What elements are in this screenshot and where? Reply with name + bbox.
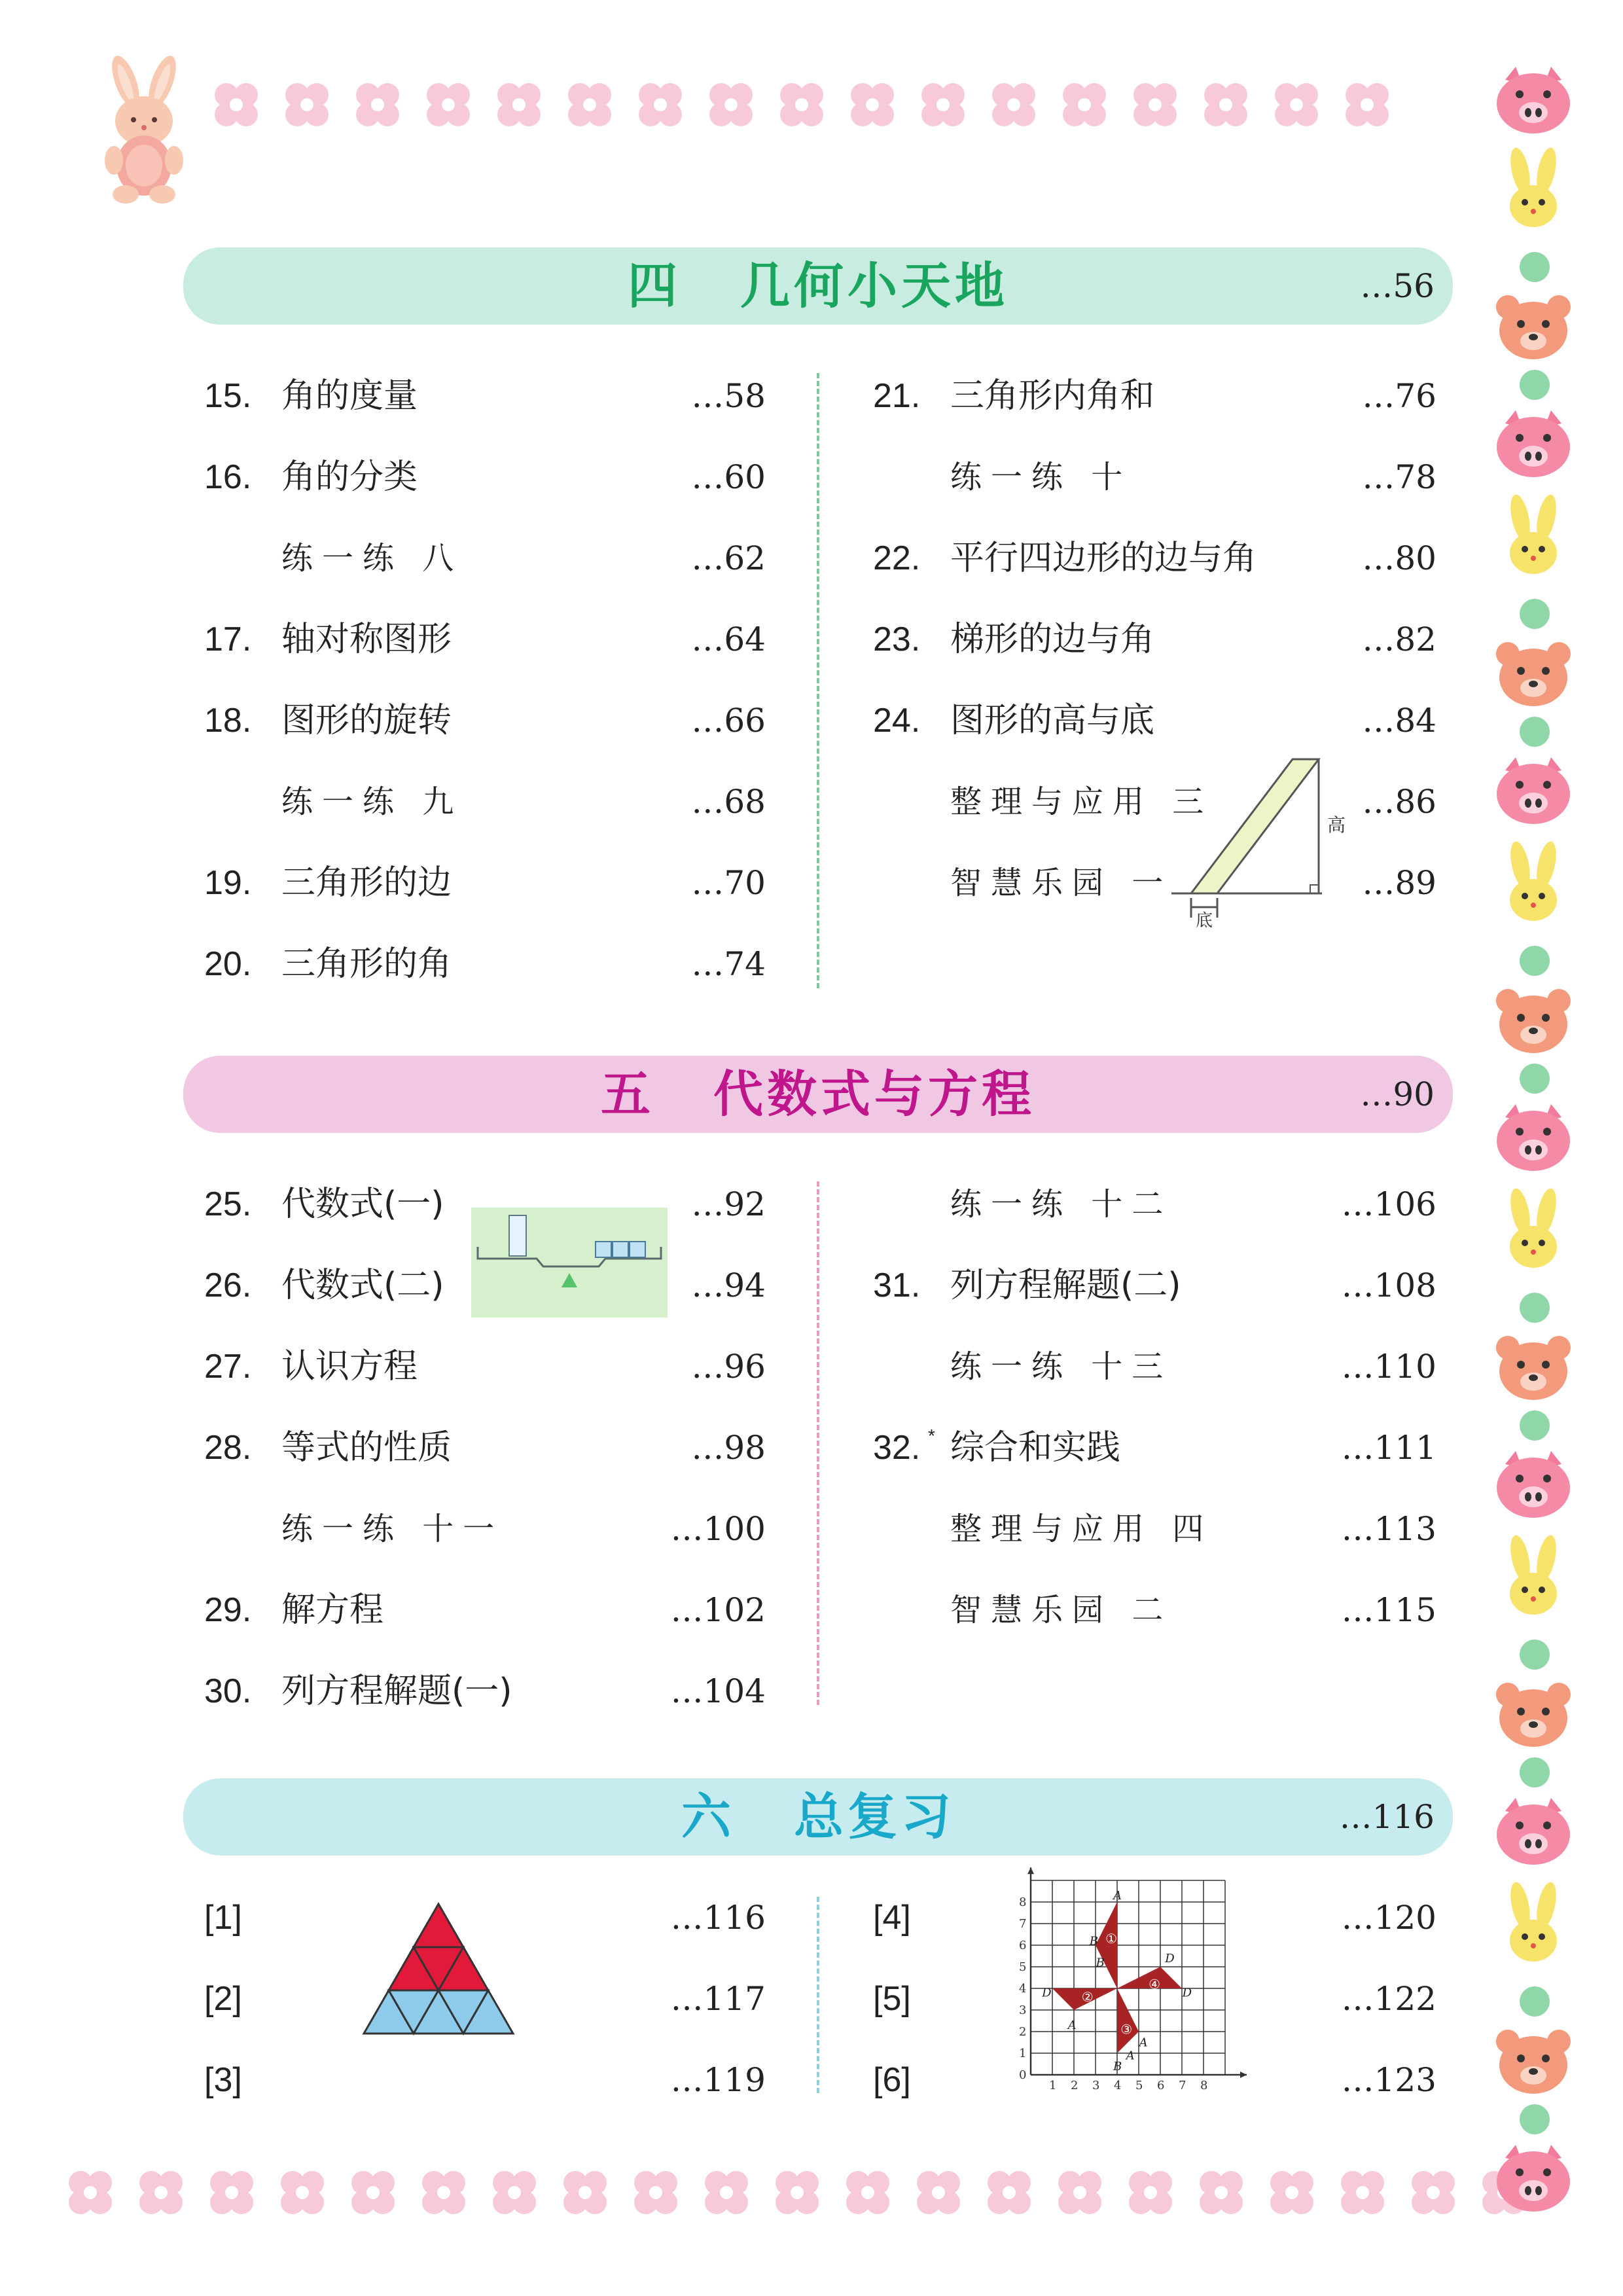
clover-icon [416,2164,472,2221]
entry-number: 31. [873,1266,921,1304]
entry-number: [1] [204,1899,242,1937]
clover-icon [840,2164,896,2221]
clover-border-top [208,65,1395,144]
point-label: A [1113,1889,1122,1903]
point-label: D [1165,1951,1175,1965]
y-tick-label: 6 [1019,1939,1027,1952]
clover-icon [774,77,830,133]
bear-icon [1491,2026,1576,2098]
clover-icon [981,2164,1037,2221]
entry-number: 24. [873,702,921,740]
entry-page: …89 [1362,864,1436,902]
y-tick-label: 5 [1019,1960,1027,1974]
clover-icon [1127,77,1183,133]
entry-title: 角的分类 [281,457,418,497]
toc-entry[interactable] [204,2054,766,2106]
entry-page: …123 [1341,2061,1436,2099]
toc-entry[interactable] [873,370,1436,422]
green-dot [1520,1640,1550,1670]
entry-title: 等式的性质 [281,1428,452,1467]
x-tick-label: 3 [1092,2079,1100,2092]
entry-title: 练一练 十三 [950,1348,1173,1385]
toc-entry[interactable] [204,694,766,747]
y-tick-label: 1 [1019,2047,1027,2060]
chapter-4-page: …56 [1360,267,1435,305]
y-tick-label: 8 [1019,1895,1027,1909]
clover-icon [349,77,406,133]
toc-entry[interactable] [204,1665,766,1717]
chapter-5-page: …90 [1360,1075,1435,1113]
toc-entry[interactable] [204,776,766,828]
entry-title: 平行四边形的边与角 [950,539,1257,578]
entry-number: [3] [204,2061,242,2099]
point-label: B [1113,2059,1122,2073]
entry-page: …76 [1362,377,1436,415]
y-tick-label: 2 [1019,2025,1027,2039]
column-divider [817,373,819,988]
entry-title: 练一练 九 [281,783,463,820]
y-tick-label: 3 [1019,2003,1027,2017]
entry-page: …100 [670,1510,766,1548]
point-label: A [1139,2036,1148,2050]
entry-title: 图形的高与底 [950,701,1155,740]
entry-number: 32. [873,1429,921,1467]
toc-entry[interactable] [873,1340,1436,1393]
green-dot [1520,946,1550,976]
entry-page: …102 [670,1591,766,1629]
entry-number: [2] [204,1980,242,2018]
triangle-figure [353,1901,524,2053]
entry-page: …92 [691,1185,766,1223]
toc-entry[interactable] [204,532,766,584]
shape-number-label: ② [1081,1989,1094,2005]
pig-icon [1491,409,1576,481]
toc-entry[interactable] [204,370,766,422]
yellow-bunny-icon [1497,1188,1569,1273]
clover-icon [915,77,971,133]
entry-title: 练一练 十 [950,459,1132,495]
entry-number: 30. [204,1672,252,1710]
entry-title: 练一练 十一 [281,1511,504,1547]
entry-number: 23. [873,620,921,658]
bear-icon [1491,1679,1576,1751]
entry-number: 16. [204,458,252,496]
point-label: A [1067,2018,1077,2033]
entry-title: 三角形的角 [281,944,452,984]
entry-title: 轴对称图形 [281,620,452,659]
green-dot [1520,1293,1550,1323]
entry-title: 智慧乐园 一 [950,865,1173,901]
x-tick-label: 1 [1049,2079,1057,2092]
clover-icon [204,2164,260,2221]
clover-icon [562,77,618,133]
yellow-bunny-icon [1497,494,1569,579]
toc-entry[interactable] [204,1503,766,1555]
entry-number: [5] [873,1980,911,2018]
column-divider [817,1181,819,1705]
entry-page: …98 [691,1429,766,1467]
entry-title: 认识方程 [281,1347,418,1386]
shape-number-label: ④ [1149,1976,1161,1992]
point-label: D [1182,1986,1192,2000]
green-dot [1520,1986,1550,2017]
entry-page: …115 [1341,1591,1436,1629]
entry-page: …60 [691,458,766,496]
toc-entry[interactable] [204,1584,766,1636]
entry-page: …122 [1341,1980,1436,2018]
pinwheel-triangle [1117,1988,1139,2053]
toc-entry[interactable] [873,1259,1436,1312]
base-label: 底 [1196,911,1213,931]
entry-title: 练一练 八 [281,540,463,577]
yellow-bunny-icon [1497,841,1569,926]
entry-page: …66 [691,702,766,740]
clover-icon [910,2164,967,2221]
pig-icon [1491,65,1576,137]
clover-icon [1268,77,1325,133]
entry-title: 综合和实践 [950,1428,1121,1467]
clover-icon [1264,2164,1320,2221]
bear-icon [1491,638,1576,710]
pig-icon [1491,756,1576,828]
chapter-6-prefix: 六 [681,1787,735,1846]
entry-title: 图形的旋转 [281,701,452,740]
entry-page: …108 [1341,1266,1436,1304]
toc-entry[interactable] [873,451,1436,503]
toc-entry[interactable] [204,451,766,503]
entry-page: …62 [691,539,766,577]
toc-entry[interactable] [873,532,1436,584]
entry-number: [4] [873,1899,911,1937]
entry-number: 28. [204,1429,252,1467]
entry-page: …119 [670,2061,766,2099]
chapter-6-page: …116 [1339,1798,1435,1836]
chapter-4-name: 几何小天地 [740,257,1008,315]
clover-icon [1405,2164,1461,2221]
toc-entry[interactable] [204,938,766,990]
clover-icon [1334,2164,1391,2221]
entry-number: 25. [204,1185,252,1223]
x-tick-label: 7 [1179,2079,1186,2092]
yellow-bunny-icon [1497,1535,1569,1620]
pig-icon [1491,1450,1576,1522]
entry-title: 整理与应用 三 [950,783,1213,820]
toc-entry[interactable] [873,857,1436,909]
entry-page: …94 [691,1266,766,1304]
entry-page: …80 [1362,539,1436,577]
chapter-6-name: 总复习 [794,1787,955,1846]
entry-page: …84 [1362,702,1436,740]
entry-page: …117 [670,1980,766,2018]
balance-scale-figure [471,1208,668,1318]
entry-number: 26. [204,1266,252,1304]
y-tick-label: 7 [1019,1917,1027,1931]
yellow-bunny-icon [1497,1882,1569,1967]
chapter-4-prefix: 四 [628,257,681,315]
clover-icon [1198,77,1254,133]
chapter-6-banner [183,1778,1453,1856]
clover-icon [274,2164,330,2221]
clover-icon [557,2164,613,2221]
entry-page: …96 [691,1348,766,1386]
chapter-5-banner [183,1056,1453,1133]
chapter-5-title [183,1056,1453,1133]
entry-title: 练一练 十二 [950,1186,1173,1223]
entry-number: 29. [204,1591,252,1629]
green-dot [1520,1410,1550,1441]
entry-title: 整理与应用 四 [950,1511,1213,1547]
entry-number: 21. [873,377,921,415]
yellow-bunny-icon [1497,147,1569,232]
entry-title: 梯形的边与角 [950,620,1155,659]
green-dot [1520,1757,1550,1787]
green-dot [1520,252,1550,282]
x-tick-label: 8 [1200,2079,1208,2092]
x-tick-label: 6 [1157,2079,1165,2092]
green-dot [1520,370,1550,400]
entry-page: …68 [691,783,766,821]
coordinate-grid-figure [1011,1878,1260,2101]
bunny-icon [92,56,196,206]
y-tick-label: 4 [1019,1982,1027,1996]
toc-entry[interactable]: 32. * 综合和实践 …111 [873,1422,1436,1474]
point-label: B [1096,1956,1105,1970]
entry-title: 列方程解题(二) [950,1266,1181,1305]
clover-icon [1339,77,1395,133]
green-dot [1520,2104,1550,2134]
entry-number: [6] [873,2061,911,2099]
clover-icon [486,2164,543,2221]
entry-title: 代数式(一) [281,1185,444,1224]
point-label: A [1126,2049,1135,2063]
entry-page: …120 [1341,1899,1436,1937]
entry-number: 18. [204,702,252,740]
entry-page: …116 [670,1899,766,1937]
entry-page: …58 [691,377,766,415]
entry-title: 三角形的边 [281,863,452,903]
bear-icon [1491,1332,1576,1404]
entry-title: 智慧乐园 二 [950,1592,1173,1628]
parallelogram-figure [1165,753,1346,931]
entry-number: 19. [204,864,252,902]
clover-icon [844,77,901,133]
clover-icon [420,77,476,133]
x-tick-label: 4 [1114,2079,1122,2092]
clover-icon [769,2164,825,2221]
column-divider [817,1897,819,2093]
entry-page: …78 [1362,458,1436,496]
clover-icon [1193,2164,1249,2221]
toc-entry[interactable] [204,1422,766,1474]
entry-page: …86 [1362,783,1436,821]
entry-title: 代数式(二) [281,1266,444,1305]
clover-icon [632,77,688,133]
green-dot [1520,599,1550,629]
green-dot [1520,1064,1550,1094]
clover-icon [986,77,1042,133]
entry-page: …82 [1362,620,1436,658]
entry-number: 15. [204,377,252,415]
clover-icon [62,2164,118,2221]
clover-icon [133,2164,189,2221]
entry-title: 解方程 [281,1590,384,1630]
y-axis-arrow [1027,1867,1034,1874]
entry-number: 20. [204,945,252,983]
clover-icon [1052,2164,1108,2221]
toc-entry[interactable] [873,1178,1436,1230]
entry-page: …110 [1341,1348,1436,1386]
chapter-4-title [183,247,1453,325]
entry-title: 列方程解题(一) [281,1672,512,1711]
pig-icon [1491,1797,1576,1869]
entry-page: …104 [670,1672,766,1710]
x-axis-arrow [1240,2072,1247,2078]
toc-entry[interactable] [204,857,766,909]
clover-icon [628,2164,684,2221]
entry-page: …106 [1341,1185,1436,1223]
point-label: B [1089,1934,1098,1948]
chapter-5-prefix: 五 [601,1065,654,1123]
entry-page: …113 [1341,1510,1436,1548]
toc-entry[interactable] [873,1503,1436,1555]
bear-icon [1491,291,1576,363]
entry-title: 三角形内角和 [950,376,1155,416]
chapter-4-banner [183,247,1453,325]
toc-entry[interactable] [204,613,766,666]
clover-border-bottom [62,2153,1532,2232]
origin-label: 0 [1019,2068,1027,2082]
x-tick-label: 2 [1071,2079,1079,2092]
x-tick-label: 5 [1135,2079,1143,2092]
clover-icon [279,77,335,133]
shape-number-label: ③ [1120,2021,1133,2037]
toc-entry[interactable] [873,613,1436,666]
pig-icon [1491,2144,1576,2215]
height-label: 高 [1327,814,1346,836]
toc-entry[interactable] [873,1584,1436,1636]
green-dot [1520,717,1550,747]
entry-page: …64 [691,620,766,658]
chapter-5-name: 代数式与方程 [713,1065,1035,1123]
entry-number: 17. [204,620,252,658]
entry-page: …74 [691,945,766,983]
bear-icon [1491,985,1576,1057]
clover-icon [703,77,759,133]
toc-entry[interactable] [873,776,1436,828]
pig-icon [1491,1103,1576,1175]
clover-icon [345,2164,401,2221]
clover-icon [1122,2164,1179,2221]
toc-entry[interactable] [204,1340,766,1393]
toc-entry[interactable] [873,694,1436,747]
clover-icon [208,77,264,133]
entry-page: …70 [691,864,766,902]
chapter-6-title [183,1778,1453,1856]
clover-icon [1056,77,1113,133]
shape-number-label: ① [1105,1931,1118,1947]
clover-icon [491,77,547,133]
entry-number: 27. [204,1348,252,1386]
entry-number: 22. [873,539,921,577]
entry-title: 角的度量 [281,376,418,416]
point-label: D [1042,1986,1052,2000]
entry-page: …111 [1341,1429,1436,1467]
clover-icon [698,2164,755,2221]
